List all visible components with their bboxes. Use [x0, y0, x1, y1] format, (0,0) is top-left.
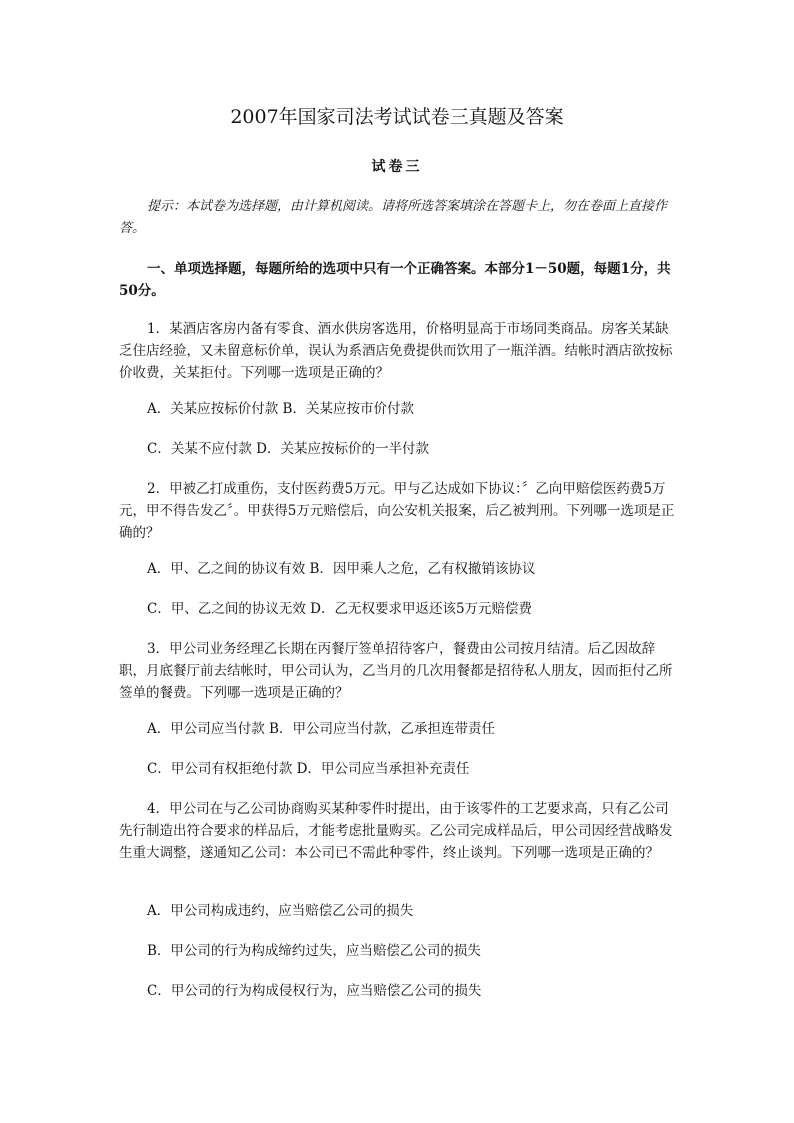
question-3-option-line: A．甲公司应当付款 B．甲公司应当付款，乙承担连带责任 [147, 721, 495, 737]
question-3-option-line: C．甲公司有权拒绝付款 D．甲公司应当承担补充责任 [147, 761, 470, 777]
question-2-option-line: A．甲、乙之间的协议有效 B．因甲乘人之危，乙有权撤销该协议 [147, 561, 536, 577]
question-4-option-a: A．甲公司构成违约，应当赔偿乙公司的损失 [147, 903, 414, 919]
section-heading: 一、单项选择题，每题所给的选项中只有一个正确答案。本部分1－50题，每题1分，共50分。 [119, 261, 671, 299]
document-subtitle: 试卷三 [371, 159, 423, 175]
question-3-stem: 3．甲公司业务经理乙长期在丙餐厅签单招待客户，餐费由公司按月结清。后乙因故辞职，月底餐厅前去结帐时，甲公司认为，乙当月的几次用餐都是招待私人朋友，因而拒付乙所签单的餐费。下列哪一选项是正确的？ [119, 641, 673, 701]
question-1-stem: 1．某酒店客房内备有零食、酒水供房客选用，价格明显高于市场同类商品。房客关某缺乏住店经验，又未留意标价单，误认为系酒店免费提供而饮用了一瓶洋酒。结帐时酒店欲按标价收费，关某拒付。下列哪一选项是正确的？ [119, 321, 673, 381]
question-1-option-line: A．关某应按标价付款 B．关某应按市价付款 [147, 401, 414, 417]
question-2-stem: 2．甲被乙打成重伤，支付医药费5万元。甲与乙达成如下协议：〞乙向甲赔偿医药费5万元，甲不得告发乙〞。甲获得5万元赔偿后，向公安机关报案，后乙被判刑。下列哪一选项是正确的？ [119, 481, 675, 541]
document-title: 2007年国家司法考试试卷三真题及答案 [230, 106, 564, 128]
question-1-option-line: C．关某不应付款 D．关某应按标价的一半付款 [147, 441, 429, 457]
question-4-stem: 4．甲公司在与乙公司协商购买某种零件时提出，由于该零件的工艺要求高，只有乙公司先行制造出符合要求的样品后，才能考虑批量购买。乙公司完成样品后，甲公司因经营战略发生重大调整，遂通知乙公司：本公司已不需此种零件，终止谈判。下列哪一选项是正确的？ [119, 801, 673, 861]
question-2-option-line: C．甲、乙之间的协议无效 D．乙无权要求甲返还该5万元赔偿费 [147, 601, 533, 617]
question-4-option-b: B．甲公司的行为构成缔约过失，应当赔偿乙公司的损失 [147, 943, 481, 959]
exam-hint: 提示：本试卷为选择题，由计算机阅读。请将所选答案填涂在答题卡上，勿在卷面上直接作答。 [119, 199, 668, 236]
question-4-option-c: C．甲公司的行为构成侵权行为，应当赔偿乙公司的损失 [147, 983, 482, 999]
